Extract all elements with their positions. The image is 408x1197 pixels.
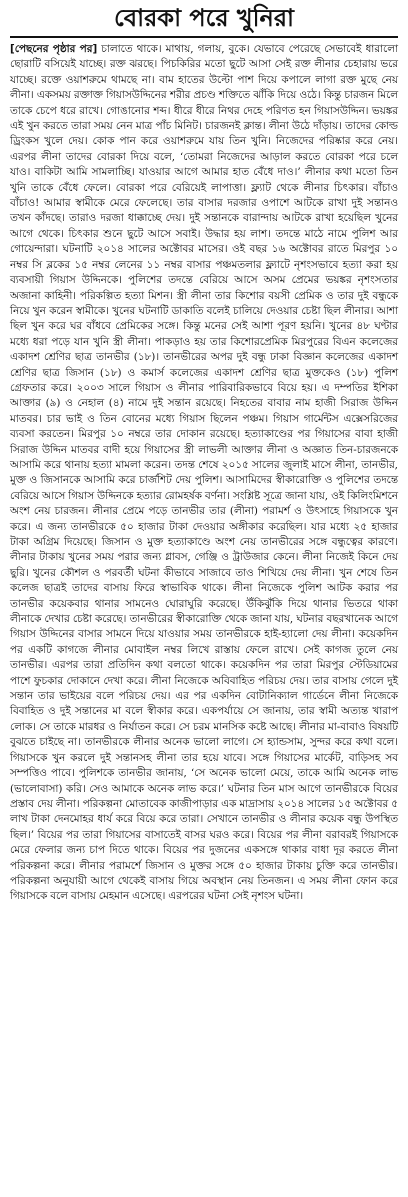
article-body <box>10 42 398 905</box>
continued-from-label: [পেছনের পৃষ্ঠার পর] <box>10 43 98 55</box>
headline: বোরকা পরে খুনিরা <box>10 0 398 38</box>
article-text: চালাতে থাকে। মাথায়, গলায়, বুকে। যেভাবে পেরেছে সেভাবেই ধারালো ছোরাটি বসিয়েই যাচ্ছে। রক্ত ঝরছে। পিচকিরির মতো ছুটে আসা সেই রক্ত লীনার চেহারায় ভরে যাচ্ছে। রক্তে ওয়াশরুমে থামছে না। বাম হাতের উল্টো পাশ দিয়ে কপালে লাগা রক্ত মুছে নেয় লীনা। একসময় রক্তাক্ত গিয়াসউদ্দিনের শরীর প্রচণ্ড শক্তিতে ঝাঁকি দিয়ে ওঠে। কিন্তু চারজন মিলে তাকে চেপে ধরে রাখে। গোঙানোর শব্দ। ধীরে ধীরে নিথর দেহে পরিণত হন গিয়াসউদ্দিন। ভয়ঙ্কর এই খুন করতে তারা সময় নেন মাত্র পাঁচ মিনিট। চারজনই ক্লান্ত। লীনা উঠে দাঁড়ায়। তাদের কোল্ড ড্রিংকস খুলে দেয়। কোক পান করে ওয়াশরুমে যায় তিন খুনি। নিজেদের পরিষ্কার করে নেয়। এরপর লীনা তাদের বোরকা দিয়ে বলে, ‘তোমরা নিজেদের আড়াল করতে বোরকা পরে চলে যাও। বাকিটা আমি সামলাচ্ছি। যাওয়ার আগে আমার হাত বেঁধে দাও।’ লীনার কথা মতো তিন খুনি তাকে বেঁধে ফেলে। বোরকা পরে বেরিয়েই লাপাত্তা। ফ্ল্যাট থেকে লীনার চিৎকার। বাঁচাও বাঁচাও! আমার স্বামীকে মেরে ফেলেছে। তার বাসার দরজার ওপাশে আটকে রাখা দুই সন্তানও তখন কাঁদছে। তারাও দরজা ধাক্কাচ্ছে দেয়। দুই সন্তানকে বারান্দায় আটকে রাখা হয়েছিল খুনের আগে থেকে। চিৎকার শুনে ছুটে আসে সবাই। উদ্ধার হয় লাশ। তদন্তে মাঠে নামে পুলিশ আর গোয়েন্দারা। ঘটনাটি ২০১৪ সালের অক্টোবর মাসের। ওই বছর ১৬ অক্টোবর রাতে মিরপুর ১০ নম্বর সি ব্লকের ১৫ নম্বর লেনের ১১ নম্বর বাসার পঞ্চমতলার ফ্ল্যাটে নৃশংসভাবে হত্যা করা হয় ব্যবসায়ী গিয়াস উদ্দিনকে। পুলিশের তদন্তে বেরিয়ে আসে অসম প্রেমের ভয়ঙ্কর নৃশংসতার অজানা কাহিনী। পরিকল্পিত হত্যা মিশন। স্ত্রী লীনা তার কিশোর বয়সী প্রেমিক ও তার দুই বন্ধুকে নিয়ে খুন করেন স্বামীকে। খুনের ঘটনাটি ডাকাতি বলেই চালিয়ে দেওয়ার চেষ্টা ছিল লীনার। আশা ছিল খুন করে ঘর বাঁধবে প্রেমিকের সঙ্গে। কিন্তু মনের সেই আশা পূরণ হয়নি। খুনের ৪৮ ঘণ্টার মধ্যে ধরা পড়ে যান খুনি স্ত্রী লীনা। পাকড়াও হয় তার কিশোরপ্রেমিক মিরপুরের বিএন কলেজের একাদশ শ্রেণির ছাত্র তানভীর (১৮)। তানভীরের অপর দুই বন্ধু ঢাকা বিজ্ঞান কলেজের একাদশ শ্রেণির ছাত্র জিসান (১৮) ও কমার্স কলেজের একাদশ শ্রেণির ছাত্র মুক্তকেও (১৮) পুলিশ গ্রেফতার করে। ২০০৩ সালে গিয়াস ও লীনার পারিবারিকভাবে বিয়ে হয়। এ দম্পতির ইশিকা আক্তার (৯) ও নেহাল (৪) নামে দুই সন্তান রয়েছে। নিহতের বাবার নাম হাজী সিরাজ উদ্দিন মাতবর। চার ভাই ও তিন বোনের মধ্যে গিয়াস ছিলেন পঞ্চম। গিয়াস গার্মেন্টস এক্সেসরিজের ব্যবসা করতেন। মিরপুর ১০ নম্বরে তার দোকান রয়েছে। হত্যাকাণ্ডের পর গিয়াসের বাবা হাজী সিরাজ উদ্দিন মাতবর বাদী হয়ে গিয়াসের স্ত্রী লাভলী আক্তার লীনা ও অজ্ঞাত তিন-চারজনকে আসামি করে থানায় হত্যা মামলা করেন। তদন্ত শেষে ২০১৫ সালের জুলাই মাসে লীনা, তানভীর, মুক্ত ও জিসানকে আসামি করে চার্জশিট দেয় পুলিশ। আসামিদের স্বীকারোক্তি ও পুলিশের তদন্তে বেরিয়ে আসে গিয়াস উদ্দিনকে হত্যার রোমহর্ষক বর্ণনা। সংশ্লিষ্ট সূত্রে জানা যায়, ওই কিলিংমিশনে অংশ নেয় চারজন। লীনার প্রেমে পড়ে তানভীর তার (লীনা) পরামর্শ ও উৎসাহে গিয়াসকে খুন করে। এ জন্য তানভীরকে ৫০ হাজার টাকা দেওয়ার অঙ্গীকার করেছিল। যার মধ্যে ২৫ হাজার টাকা অগ্রিম দিয়েছে। জিসান ও মুক্ত হত্যাকাণ্ডে অংশ নেয় তানভীরের সঙ্গে বন্ধুত্বের কারণে। লীনার টাকায় খুনের সময় পরার জন্য গ্লাবস, গেঞ্জি ও ট্রাউজার কেনে। লীনা নিজেই কিনে দেয় ছুরি। খুনের কৌশল ও পরবর্তী ঘটনা কীভাবে সাজাবে তাও শিখিয়ে দেয় লীনা। খুন শেষে তিন কলেজ ছাত্রই তাদের বাসায় ফিরে স্বাভাবিক থাকে। লীনা নিজেকে পুলিশ আটক করার পর তানভীর কয়েকবার থানার সামনেও ঘোরাঘুরি করেছে। উঁকিঝুঁকি দিয়ে থানার ভিতরে থাকা লীনাকে দেখার চেষ্টা করেছে। তানভীরের স্বীকারোক্তি থেকে জানা যায়, ঘটনার বছরখানেক আগে গিয়াস উদ্দিনের বাসার সামনে দিয়ে যাওয়ার সময় তানভীরকে হাই-হ্যালো দেয় লীনা। কয়েকদিন পর একটি কাগজে লীনার মোবাইল নম্বর লিখে রাস্তায় ফেলে রাখে। সেই কাগজ তুলে নেয় তানভীর। এরপর তারা প্রতিদিন কথা বলতো থাকে। কয়েকদিন পর তারা মিরপুর স্টেডিয়ামের পাশে ফুচকার দোকানে দেখা করে। লীনা নিজেকে অবিবাহিত পরিচয় দেয়। তার বাসায় গেলে দুই সন্তান তার ভাইয়ের বলে পরিচয় দেয়। এর পর একদিন বোটানিক্যাল গার্ডেনে লীনা নিজেকে বিবাহিত ও দুই সন্তানের মা বলে স্বীকার করে। একপর্যায়ে সে জানায়, তার স্বামী অত্যন্ত খারাপ লোক। সে তাকে মারধর ও নির্যাতন করে। সে চরম মানসিক কষ্টে আছে। লীনার মা-বাবাও বিষয়টি বুঝতে চাইছে না। তানভীরকে লীনার অনেক ভালো লাগে। সে হ্যান্ডসাম, সুন্দর করে কথা বলে। গিয়াসকে খুন করলে দুই সন্তানসহ লীনা তার হয়ে যাবে। সঙ্গে গিয়াসের মার্কেট, বাড়িসহ সব সম্পত্তিও পাবে। পুলিশকে তানভীর জানায়, ‘সে অনেক ভালো মেয়ে, তাকে আমি অনেক লাভ (ভালোবাসা) করি। সেও আমাকে অনেক লাভ করে।’ ঘটনার তিন মাস আগে তানভীরকে বিয়ের প্রস্তাব দেয় লীনা। পরিকল্পনা মোতাবেক কাজীপাড়ার এক মাদ্রাসায় ২০১৪ সালের ১৫ অক্টোবর ৫ লাখ টাকা দেনমোহর ধার্য করে বিয়ে করে তারা। সেখানে তানভীর ও লীনার কয়েক বন্ধু উপস্থিত ছিল।’ বিয়ের পর তারা গিয়াসের বাসাতেই বাসর ঘরও করে। বিয়ের পর লীনা বরাবরই গিয়াসকে মেরে ফেলার জন্য চাপ দিতে থাকে। বিয়ের পর দুজনের একসঙ্গে থাকার বাধা দূর করতে লীনা পরিকল্পনা করে। লীনার পরামর্শে জিসান ও মুক্তর সঙ্গে ৫০ হাজার টাকায় চুক্তি করে তানভীর। পরিকল্পনা অনুযায়ী আগে থেকেই বাসায় গিয়ে অবস্থান নেয় তিনজন। এ সময় লীনা ফোন করে গিয়াসকে বলে বাসায় মেহমান এসেছে। এরপরের ঘটনা সেই নৃশংস ঘটনা। <box>10 43 398 903</box>
